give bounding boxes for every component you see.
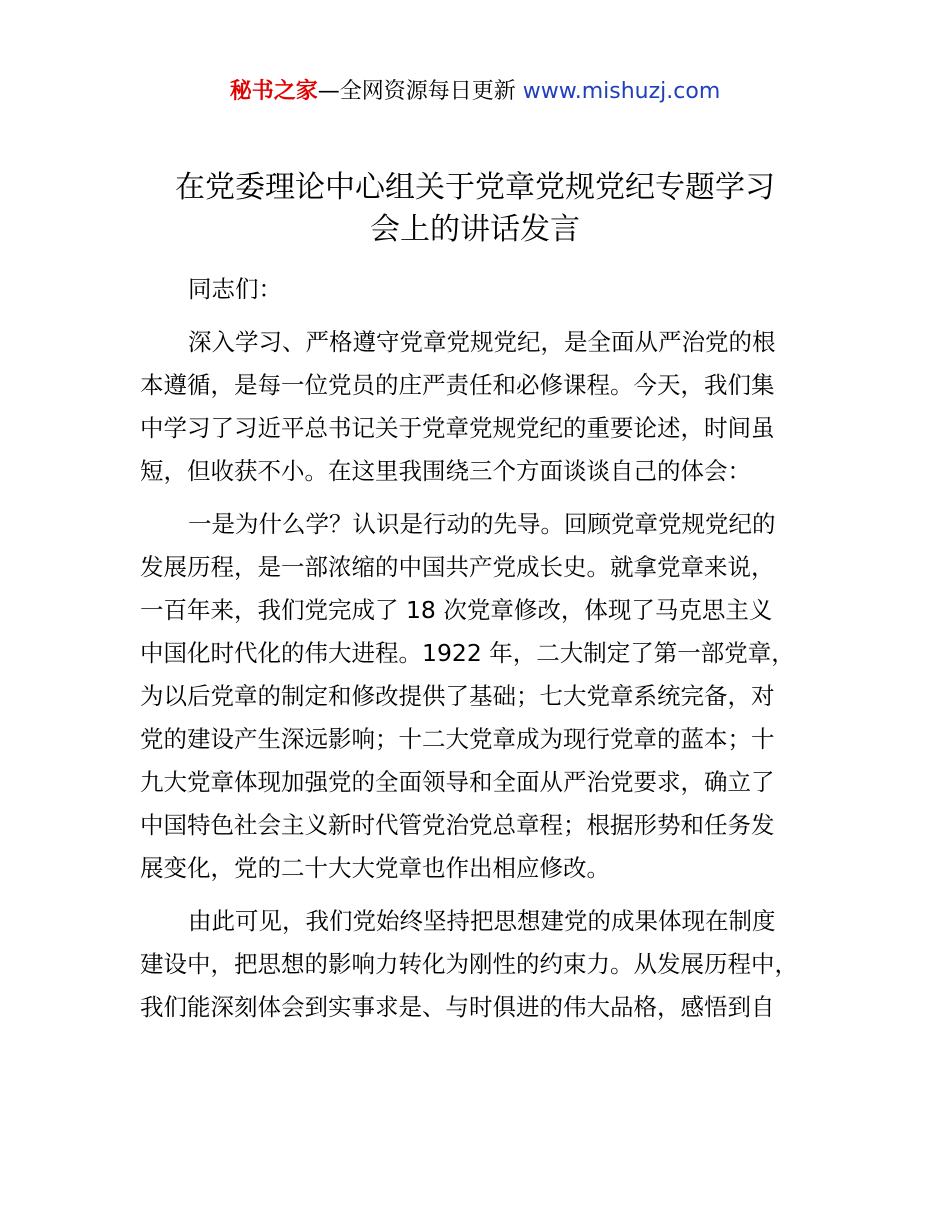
title-line: 会上的讲话发言	[370, 212, 580, 247]
conclusion-paragraph	[140, 900, 834, 1029]
paragraph-line: 一百年来，我们党完成了 18 次党章修改，体现了马克思主义	[140, 596, 773, 624]
paragraph-line: 我们能深刻体会到实事求是、与时俱进的伟大品格，感悟到自	[140, 993, 775, 1021]
paragraph-line: 中国特色社会主义新时代管党治党总章程；根据形势和任务发	[140, 811, 775, 839]
title-line: 在党委理论中心组关于党章党规党纪专题学习	[175, 170, 775, 205]
site-brand: 秘书之家	[229, 79, 318, 104]
paragraph-line: 同志们：	[188, 275, 282, 303]
paragraph-line: 发展历程，是一部浓缩的中国共产党成长史。就拿党章来说，	[140, 553, 775, 581]
paragraph-line: 九大党章体现加强党的全面领导和全面从严治党要求，确立了	[140, 768, 775, 796]
paragraph-line: 为以后党章的制定和修改提供了基础；七大党章系统完备，对	[140, 682, 775, 710]
site-tagline: —全网资源每日更新	[317, 79, 523, 104]
paragraph-line: 展变化，党的二十大大党章也作出相应修改。	[140, 854, 610, 882]
section-one-paragraph	[140, 503, 834, 890]
paragraph-line: 一是为什么学？认识是行动的先导。回顾党章党规党纪的	[188, 510, 776, 538]
paragraph-line: 中学习了习近平总书记关于党章党规党纪的重要论述，时间虽	[140, 414, 775, 442]
intro-paragraph	[140, 321, 834, 493]
paragraph-line: 短，但收获不小。在这里我围绕三个方面谈谈自己的体会：	[140, 457, 751, 485]
paragraph-line: 本遵循，是每一位党员的庄严责任和必修课程。今天，我们集	[140, 371, 775, 399]
paragraph-line: 由此可见，我们党始终坚持把思想建党的成果体现在制度	[188, 907, 776, 935]
paragraph-line: 中国化时代化的伟大进程。1922 年，二大制定了第一部党章，	[140, 639, 795, 667]
document-body	[140, 268, 834, 1039]
paragraph-line: 党的建设产生深远影响；十二大党章成为现行党章的蓝本；十	[140, 725, 775, 753]
salutation-paragraph	[140, 268, 834, 311]
paragraph-line: 深入学习、严格遵守党章党规党纪，是全面从严治党的根	[188, 328, 776, 356]
site-url-link[interactable]: www.mishuzj.com	[522, 79, 721, 104]
paragraph-line: 建设中，把思想的影响力转化为刚性的约束力。从发展历程中，	[140, 950, 798, 978]
document-title	[90, 167, 860, 251]
site-header	[0, 76, 950, 108]
